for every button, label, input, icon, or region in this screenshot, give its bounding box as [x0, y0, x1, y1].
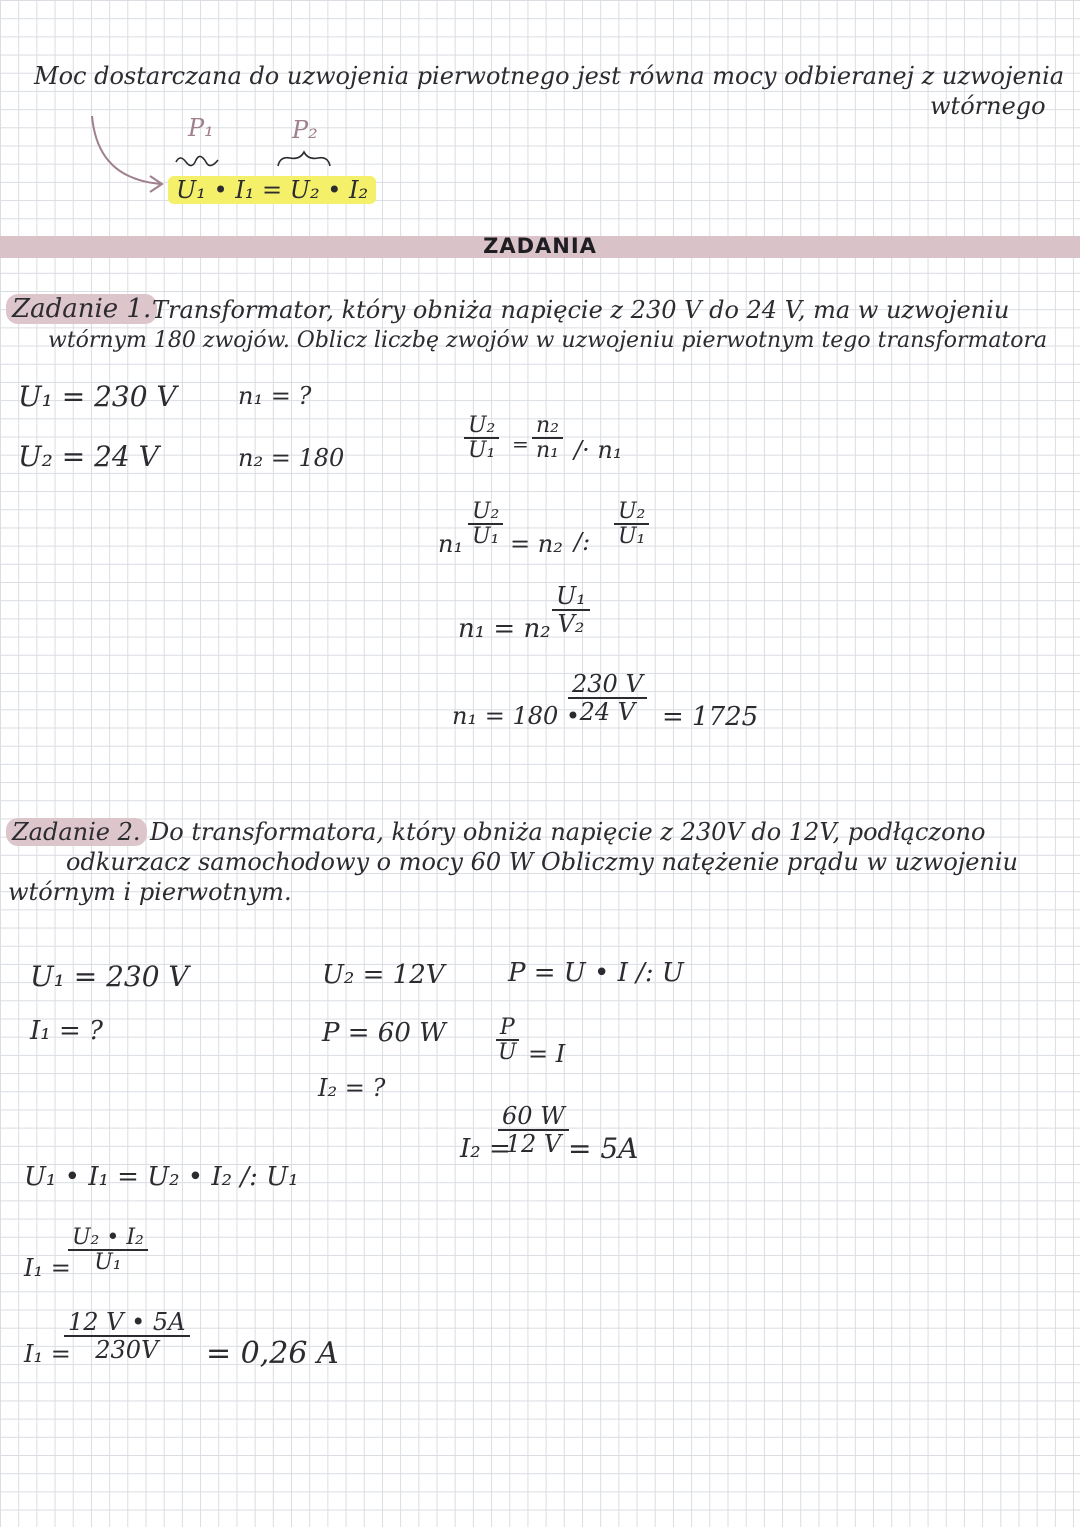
intro-text-line1: Moc dostarczana do uzwojenia pierwotnego jest równa mocy odbieranej z uzwojenia: [34, 62, 1065, 90]
t2-i1b-pre: I₁ =: [24, 1340, 71, 1368]
t2-p-result: = I: [528, 1040, 566, 1068]
task2-given-u1: U₁ = 230 V: [30, 960, 189, 993]
t2-i1b-result: = 0,26 A: [206, 1336, 339, 1371]
curved-arrow-icon: [92, 116, 160, 184]
t2-i1b-frac: $\frac{12 V • 5A}{230V}$: [64, 1310, 190, 1364]
brace-p2-icon: [278, 152, 330, 166]
task2-given-p: P = 60 W: [322, 1018, 446, 1048]
t2-i2-frac: $\frac{60 W}{12 V}$: [498, 1104, 569, 1158]
task2-given-i2: I₂ = ?: [318, 1074, 386, 1102]
task2-given-i1: I₁ = ?: [30, 1016, 103, 1046]
t1-s1-op: /· n₁: [574, 436, 623, 464]
task1-text-line2: wtórnym 180 zwojów. Oblicz liczbę zwojów w uzwojeniu pierwotnym tego transformatora: [48, 328, 1048, 353]
task2-text-line1: Do transformatora, który obniża napięcie z 230V do 12V, podłączono: [150, 818, 986, 846]
brace-p1-icon: [176, 156, 218, 165]
p2-label: P₂: [292, 116, 318, 144]
t1-s2-frac2: $\frac{\text{U₂}}{\text{U₁}}$: [614, 500, 649, 549]
t1-s4-pre: n₁ = 180 •: [452, 702, 581, 730]
task1-text-line1: Transformator, który obniża napięcie z 230 V do 24 V, ma w uzwojeniu: [152, 296, 1010, 324]
task1-given-u1: U₁ = 230 V: [18, 380, 177, 413]
t1-s3-pre: n₁ = n₂: [458, 614, 551, 644]
task1-given-u2: U₂ = 24 V: [18, 440, 159, 473]
t1-s2-frac: $\frac{\text{U₂}}{\text{U₁}}$: [468, 500, 503, 549]
power-formula-highlight: U₁ • I₁ = U₂ • I₂: [168, 176, 376, 204]
t2-p-frac: $\frac{P}{U}$: [494, 1016, 521, 1065]
task1-given-n2: n₂ = 180: [238, 444, 345, 472]
p1-label: P₁: [188, 114, 214, 142]
t2-p-formula: P = U • I /: U: [508, 958, 684, 988]
t1-s2-eq: = n₂: [510, 530, 563, 558]
t1-s1-frac-right: $\frac{\text{n₂}}{\text{n₁}}$: [532, 414, 563, 463]
t1-s4-frac: $\frac{230 V}{24 V}$: [568, 672, 647, 726]
t2-i1-pre: I₁ =: [24, 1254, 71, 1282]
task2-text-line2: odkurzacz samochodowy o mocy 60 W Obliczmy natężenie prądu w uzwojeniu: [66, 848, 1018, 876]
task1-given-n1: n₁ = ?: [238, 382, 312, 410]
t2-i2-result: = 5A: [568, 1132, 639, 1165]
t1-s1-frac-left: $\frac{\text{U₂}}{\text{U₁}}$: [464, 414, 499, 463]
t1-s4-result: = 1725: [662, 702, 759, 732]
task2-text-line3: wtórnym i pierwotnym.: [8, 878, 292, 906]
t1-s1-eq: =: [512, 432, 529, 456]
task2-heading: Zadanie 2.: [6, 818, 147, 846]
section-title: ZADANIA: [483, 234, 597, 258]
t1-s2-pre: n₁: [438, 530, 464, 558]
t2-eq1: U₁ • I₁ = U₂ • I₂ /: U₁: [24, 1162, 299, 1192]
intro-text-line2: wtórnego: [930, 92, 1046, 120]
task2-given-u2: U₂ = 12V: [322, 960, 445, 990]
t1-s2-op: /:: [574, 528, 591, 556]
t2-i1-frac: $\frac{\text{U₂ • I₂}}{\text{U₁}}$: [68, 1226, 148, 1275]
t1-s3-frac: $\frac{\text{U₁}}{\text{V₂}}$: [552, 584, 590, 638]
task1-heading: Zadanie 1.: [6, 294, 157, 324]
t2-i2-pre: I₂ =: [460, 1134, 511, 1164]
